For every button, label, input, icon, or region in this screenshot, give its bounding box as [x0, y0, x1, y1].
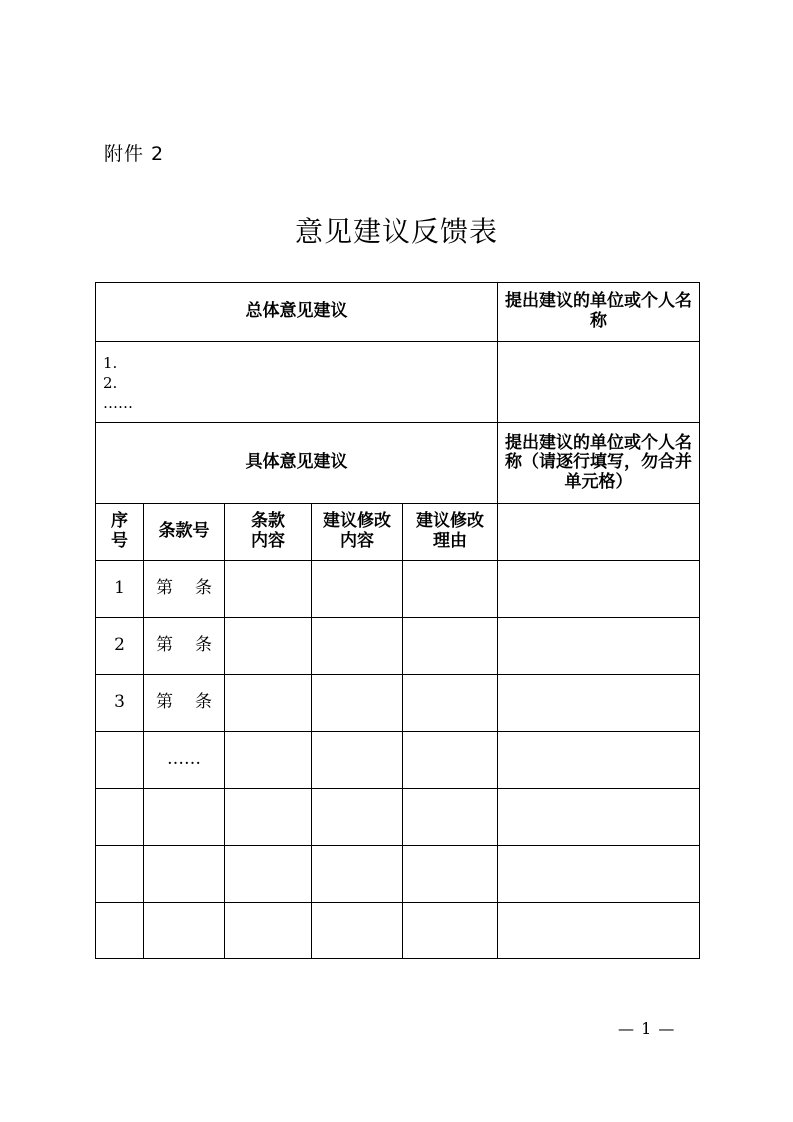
- specific-submitter-header-cell: [498, 423, 700, 504]
- page-number: — 1 —: [618, 1019, 676, 1038]
- clause-prefix: 第: [156, 578, 173, 599]
- table-row: [96, 789, 700, 846]
- specific-submitter-note: （请逐行填写，勿合并单元格）: [522, 452, 693, 492]
- row-clause-no[interactable]: [144, 903, 225, 959]
- row-submitter[interactable]: [498, 903, 700, 959]
- clause-suffix: 条: [195, 578, 212, 599]
- row-revision-reason[interactable]: [403, 903, 498, 959]
- row-revision-content[interactable]: [312, 846, 403, 903]
- row-submitter[interactable]: [498, 732, 700, 789]
- row-clause-no[interactable]: ……: [144, 732, 225, 789]
- row-revision-content[interactable]: [312, 789, 403, 846]
- overall-item-more: ……: [103, 394, 133, 412]
- overall-submitter-cell[interactable]: [498, 342, 700, 423]
- col-revision-content-header: 建议修改内容: [312, 504, 403, 561]
- table-row: [96, 561, 700, 618]
- row-clause-content[interactable]: [225, 789, 312, 846]
- row-revision-content[interactable]: [312, 903, 403, 959]
- row-clause-no[interactable]: [144, 618, 225, 675]
- col-revision-reason-header: 建议修改理由: [403, 504, 498, 561]
- row-seq: 3: [96, 675, 144, 732]
- row-clause-no[interactable]: [144, 561, 225, 618]
- row-submitter[interactable]: [498, 789, 700, 846]
- row-seq: [96, 732, 144, 789]
- row-clause-content[interactable]: [225, 675, 312, 732]
- row-clause-content[interactable]: [225, 732, 312, 789]
- clause-prefix: 第: [156, 635, 173, 656]
- clause-prefix: 第: [156, 692, 173, 713]
- specific-submitter-header: 提出建议的单位或个人名称: [505, 432, 693, 473]
- row-submitter[interactable]: [498, 675, 700, 732]
- row-seq[interactable]: [96, 846, 144, 903]
- row-clause-no[interactable]: [144, 789, 225, 846]
- feedback-table: [95, 282, 700, 959]
- row-revision-content[interactable]: [312, 732, 403, 789]
- table-row: [96, 903, 700, 959]
- overall-header: 总体意见建议: [96, 283, 498, 342]
- overall-item-2: 2.: [103, 374, 118, 392]
- clause-suffix: 条: [195, 635, 212, 656]
- row-revision-reason[interactable]: [403, 846, 498, 903]
- overall-suggestions-cell[interactable]: [96, 342, 498, 423]
- row-revision-reason[interactable]: [403, 561, 498, 618]
- table-row: [96, 846, 700, 903]
- col-seq-header: 序号: [96, 504, 144, 561]
- attachment-label: 附件 2: [104, 143, 165, 165]
- row-revision-reason[interactable]: [403, 789, 498, 846]
- overall-item-1: 1.: [103, 354, 118, 372]
- row-clause-content[interactable]: [225, 846, 312, 903]
- col-submitter-header: [498, 504, 700, 561]
- table-row: [96, 732, 700, 789]
- row-submitter[interactable]: [498, 846, 700, 903]
- row-seq: 1: [96, 561, 144, 618]
- row-clause-content[interactable]: [225, 561, 312, 618]
- row-submitter[interactable]: [498, 618, 700, 675]
- page-title: 意见建议反馈表: [294, 215, 498, 248]
- row-revision-reason[interactable]: [403, 732, 498, 789]
- row-clause-content[interactable]: [225, 903, 312, 959]
- col-clause-content-header: 条款内容: [225, 504, 312, 561]
- row-revision-content[interactable]: [312, 675, 403, 732]
- row-revision-reason[interactable]: [403, 618, 498, 675]
- row-clause-no[interactable]: [144, 675, 225, 732]
- row-seq: 2: [96, 618, 144, 675]
- row-seq[interactable]: [96, 789, 144, 846]
- specific-header: 具体意见建议: [96, 423, 498, 504]
- row-clause-no[interactable]: [144, 846, 225, 903]
- col-clause-no-header: 条款号: [144, 504, 225, 561]
- table-row: [96, 675, 700, 732]
- row-submitter[interactable]: [498, 561, 700, 618]
- row-clause-content[interactable]: [225, 618, 312, 675]
- row-revision-reason[interactable]: [403, 675, 498, 732]
- row-revision-content[interactable]: [312, 618, 403, 675]
- clause-suffix: 条: [195, 692, 212, 713]
- table-row: [96, 618, 700, 675]
- overall-submitter-header: 提出建议的单位或个人名称: [498, 283, 700, 342]
- row-seq[interactable]: [96, 903, 144, 959]
- row-revision-content[interactable]: [312, 561, 403, 618]
